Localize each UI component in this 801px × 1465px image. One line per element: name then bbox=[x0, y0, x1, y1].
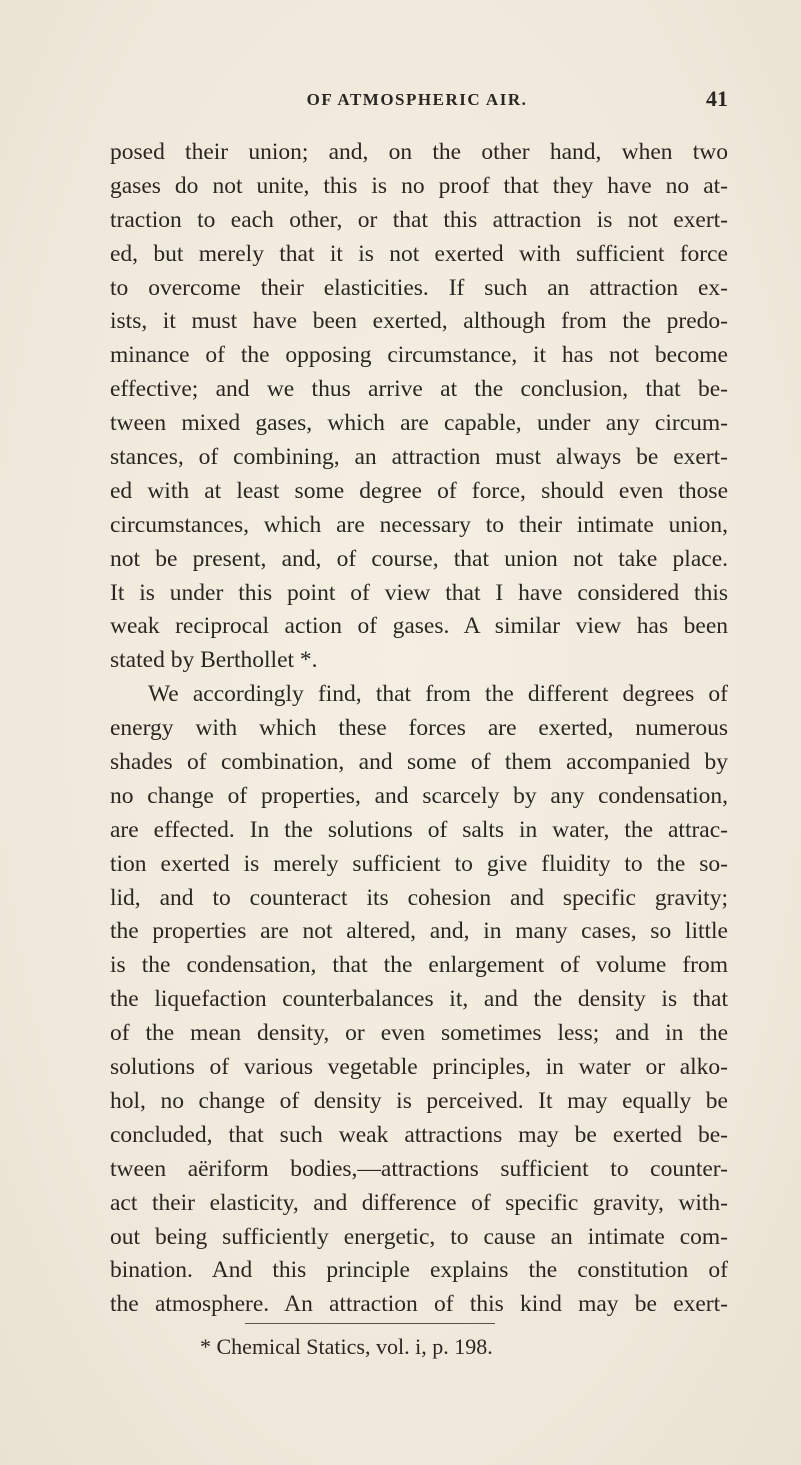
text-line: out being sufficiently energetic, to cause an intimate com- bbox=[110, 1223, 728, 1250]
text-line: tween aëriform bodies,—attractions sufficient to counter- bbox=[110, 1155, 728, 1182]
text-line: stances, of combining, an attraction must always be exert- bbox=[110, 444, 728, 471]
text-line: not be present, and, of course, that union not take place. bbox=[110, 545, 728, 572]
text-line: act their elasticity, and difference of specific gravity, with- bbox=[110, 1189, 728, 1216]
text-line: traction to each other, or that this attraction is not exert- bbox=[110, 206, 728, 233]
text-line: are effected. In the solutions of salts in water, the attrac- bbox=[110, 816, 728, 843]
text-line: tween mixed gases, which are capable, under any circum- bbox=[110, 410, 728, 437]
text-line: solutions of various vegetable principles, in water or alko- bbox=[110, 1054, 728, 1081]
text-line: concluded, that such weak attractions may be exerted be- bbox=[110, 1121, 728, 1148]
text-line: ed with at least some degree of force, should even those bbox=[110, 477, 728, 504]
text-line: bination. And this principle explains the constitution of bbox=[110, 1257, 728, 1284]
text-line: circumstances, which are necessary to their intimate union, bbox=[110, 511, 728, 538]
footnote: * Chemical Statics, vol. i, p. 198. bbox=[200, 1334, 493, 1359]
text-line: the atmosphere. An attraction of this kind may be exert- bbox=[110, 1291, 728, 1318]
page-header bbox=[110, 86, 728, 116]
text-line: the liquefaction counterbalances it, and the density is that bbox=[110, 986, 728, 1013]
body-text bbox=[110, 136, 728, 1322]
page-number: 41 bbox=[706, 86, 728, 111]
text-line: tion exerted is merely sufficient to give fluidity to the so- bbox=[110, 850, 728, 877]
text-line: We accordingly find, that from the different degrees of bbox=[148, 681, 728, 708]
text-line: It is under this point of view that I have considered this bbox=[110, 579, 728, 606]
footnote-rule bbox=[245, 1323, 495, 1324]
text-line: of the mean density, or even sometimes less; and in the bbox=[110, 1020, 728, 1047]
text-line: hol, no change of density is perceived. It may equally be bbox=[110, 1087, 728, 1114]
text-line: shades of combination, and some of them accompanied by bbox=[110, 749, 728, 776]
text-line: stated by Berthollet *. bbox=[110, 647, 318, 674]
text-line: energy with which these forces are exerted, numerous bbox=[110, 715, 728, 742]
text-line: weak reciprocal action of gases. A similar view has been bbox=[110, 613, 728, 640]
text-line: posed their union; and, on the other hand, when two bbox=[110, 139, 728, 165]
text-line: minance of the opposing circumstance, it has not become bbox=[110, 342, 728, 369]
text-line: gases do not unite, this is no proof that they have no at- bbox=[110, 172, 728, 199]
text-line: ists, it must have been exerted, although from the predo- bbox=[110, 308, 728, 335]
running-head: OF ATMOSPHERIC AIR. bbox=[306, 90, 528, 109]
text-line: effective; and we thus arrive at the conclusion, that be- bbox=[110, 376, 728, 403]
text-line: ed, but merely that it is not exerted with sufficient force bbox=[110, 240, 728, 267]
text-line: lid, and to counteract its cohesion and specific gravity; bbox=[110, 884, 728, 911]
text-line: the properties are not altered, and, in many cases, so little bbox=[110, 918, 728, 945]
text-line: to overcome their elasticities. If such an attraction ex- bbox=[110, 274, 728, 301]
text-line: no change of properties, and scarcely by any condensation, bbox=[110, 782, 728, 809]
text-line: is the condensation, that the enlargement of volume from bbox=[110, 952, 728, 979]
